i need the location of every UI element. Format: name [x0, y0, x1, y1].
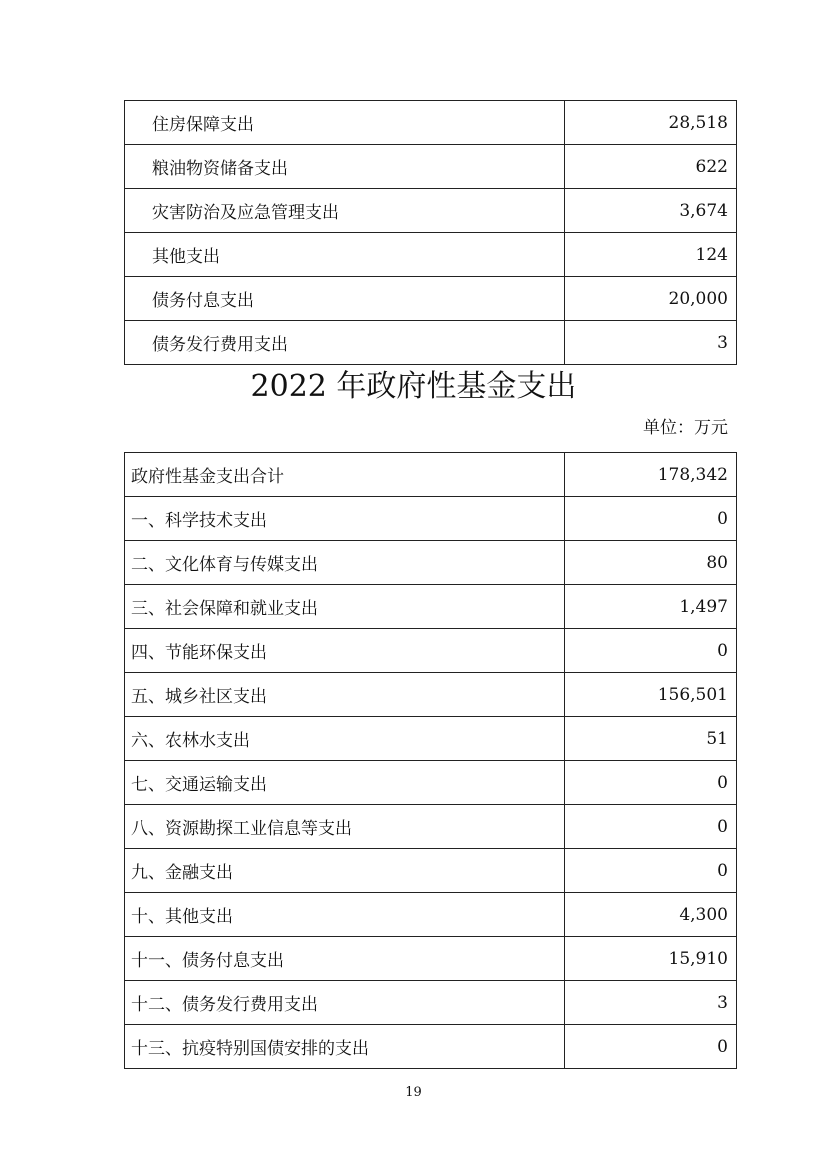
row-label: 十一、债务付息支出: [125, 937, 565, 981]
row-value: 0: [565, 629, 737, 673]
row-value: 0: [565, 849, 737, 893]
row-label: 债务发行费用支出: [125, 321, 565, 365]
row-value: 80: [565, 541, 737, 585]
row-label: 一、科学技术支出: [125, 497, 565, 541]
unit-label: 单位：万元: [643, 418, 728, 438]
table-row: [125, 189, 737, 233]
row-value: 1,497: [565, 585, 737, 629]
row-value: 15,910: [565, 937, 737, 981]
page-number: 19: [405, 1085, 422, 1100]
row-value: 3: [565, 981, 737, 1025]
table-row: [125, 805, 737, 849]
table-row: [125, 981, 737, 1025]
section-title: 2022 年政府性基金支出: [250, 369, 577, 404]
table-row: [125, 761, 737, 805]
row-label: 十、其他支出: [125, 893, 565, 937]
row-label: 九、金融支出: [125, 849, 565, 893]
row-label: 十二、债务发行费用支出: [125, 981, 565, 1025]
row-label: 六、农林水支出: [125, 717, 565, 761]
row-label: 粮油物资储备支出: [125, 145, 565, 189]
table-row: [125, 277, 737, 321]
table-row: [125, 321, 737, 365]
row-label: 二、文化体育与传媒支出: [125, 541, 565, 585]
table-row: [125, 629, 737, 673]
table-row: [125, 1025, 737, 1069]
row-value: 156,501: [565, 673, 737, 717]
continued-expenditure-table: [124, 100, 737, 365]
row-value: 0: [565, 805, 737, 849]
table-row: [125, 585, 737, 629]
table-row: [125, 497, 737, 541]
table-row: [125, 233, 737, 277]
row-value: 124: [565, 233, 737, 277]
table-row: [125, 673, 737, 717]
row-value: 4,300: [565, 893, 737, 937]
row-label: 十三、抗疫特别国债安排的支出: [125, 1025, 565, 1069]
row-value: 3,674: [565, 189, 737, 233]
row-value: 178,342: [565, 453, 737, 497]
row-label: 其他支出: [125, 233, 565, 277]
table-row-total: [125, 453, 737, 497]
table-row: [125, 541, 737, 585]
row-label: 五、城乡社区支出: [125, 673, 565, 717]
row-label: 住房保障支出: [125, 101, 565, 145]
row-value: 20,000: [565, 277, 737, 321]
row-value: 3: [565, 321, 737, 365]
row-label: 灾害防治及应急管理支出: [125, 189, 565, 233]
row-value: 28,518: [565, 101, 737, 145]
row-label: 八、资源勘探工业信息等支出: [125, 805, 565, 849]
row-value: 51: [565, 717, 737, 761]
table-row: [125, 893, 737, 937]
table-row: [125, 717, 737, 761]
table-row: [125, 101, 737, 145]
table-row: [125, 145, 737, 189]
row-value: 0: [565, 497, 737, 541]
table-row: [125, 937, 737, 981]
row-label: 债务付息支出: [125, 277, 565, 321]
row-value: 622: [565, 145, 737, 189]
row-label: 政府性基金支出合计: [125, 453, 565, 497]
row-label: 七、交通运输支出: [125, 761, 565, 805]
row-label: 四、节能环保支出: [125, 629, 565, 673]
fund-expenditure-table: [124, 452, 737, 1069]
table-row: [125, 849, 737, 893]
row-value: 0: [565, 1025, 737, 1069]
row-label: 三、社会保障和就业支出: [125, 585, 565, 629]
row-value: 0: [565, 761, 737, 805]
